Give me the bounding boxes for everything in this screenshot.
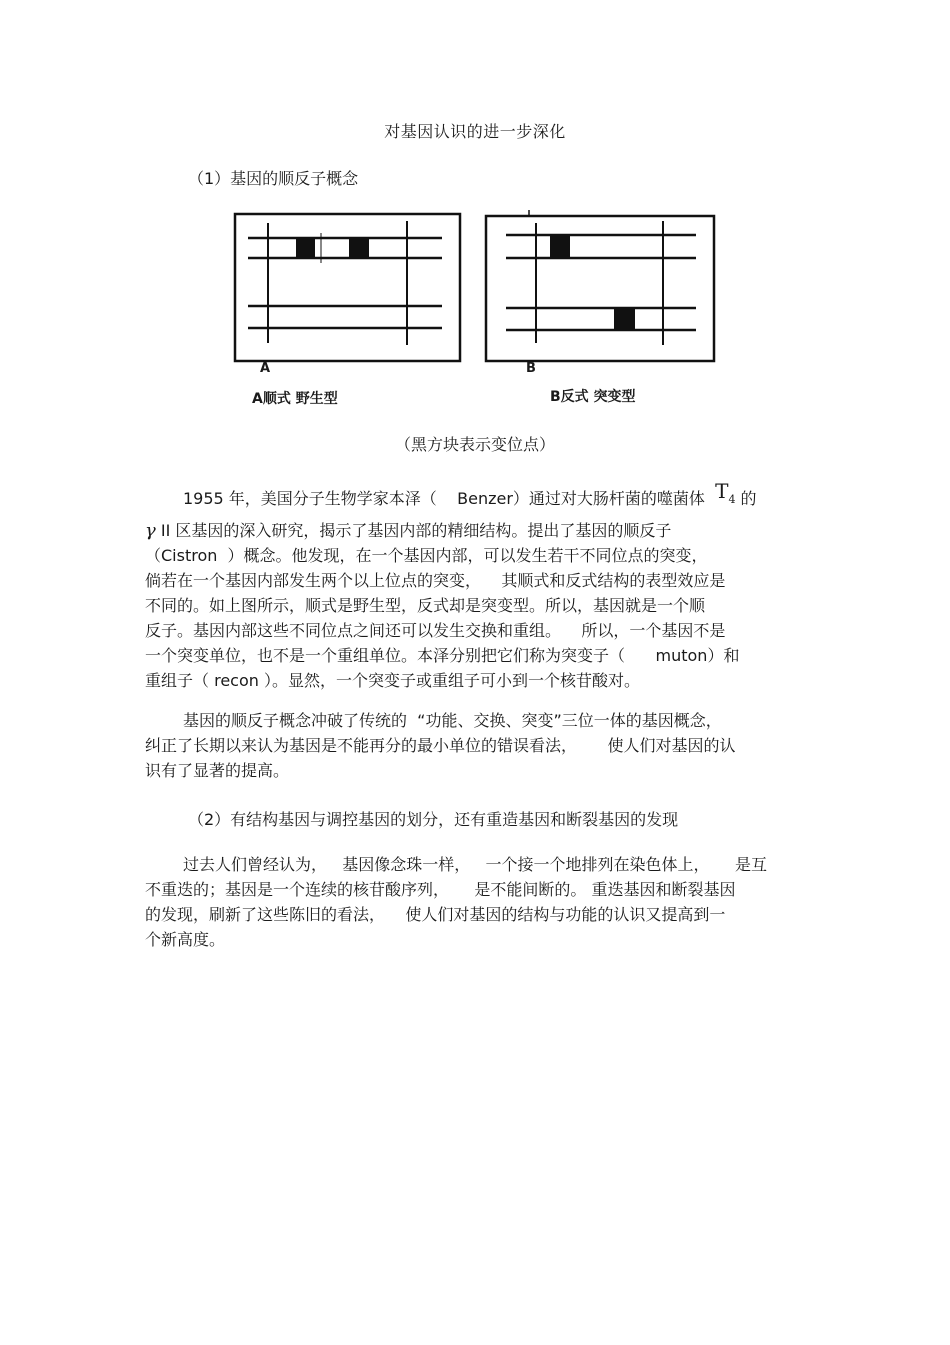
paragraph-1-line-4: 倘若在一个基因内部发生两个以上位点的突变， 其顺式和反式结构的表型效应是 — [145, 571, 726, 590]
t4-base: T — [715, 479, 729, 503]
paragraph-1-line-8: 重组子（ recon ）。显然，一个突变子或重组子可小到一个核苷酸对。 — [145, 671, 640, 690]
t4-phage-symbol — [715, 479, 736, 506]
panel-b-frame — [486, 216, 714, 361]
paragraph-1-line-1-end: 的 — [735, 489, 757, 508]
panel-b-mutation-site-2 — [614, 308, 635, 330]
section-heading-2: （2）有结构基因与调控基因的划分，还有重造基因和断裂基因的发现 — [188, 810, 679, 829]
panel-b-mutation-site-1 — [550, 235, 570, 258]
panel-a-label: A顺式 野生型 — [252, 391, 338, 407]
paragraph-1-line-2-text: II 区基因的深入研究，揭示了基因内部的精细结构。提出了基因的顺反子 — [155, 521, 672, 540]
cis-trans-diagram — [230, 205, 720, 410]
paragraph-2 — [145, 708, 810, 783]
paragraph-1-line-5: 不同的。如上图所示，顺式是野生型，反式却是突变型。所以，基因就是一个顺 — [145, 596, 706, 615]
paragraph-3-line-1: 过去人们曾经认为， 基因像念珠一样， 一个接一个地排列在染色体上， 是互 — [183, 855, 767, 874]
paragraph-3-line-2: 不重迭的；基因是一个连续的核苷酸序列， 是不能间断的。 重迭基因和断裂基因 — [145, 880, 736, 899]
section-heading-1: （1）基因的顺反子概念 — [188, 169, 359, 188]
paragraph-1-line-1 — [145, 479, 810, 518]
cis-trans-figure — [230, 205, 720, 410]
document-title: 对基因认识的进一步深化 — [384, 122, 566, 141]
paragraph-1-line-7: 一个突变单位，也不是一个重组单位。本泽分别把它们称为突变子（ muton）和 — [145, 646, 740, 665]
paragraph-1 — [145, 479, 810, 693]
paragraph-1-line-1-text: 1955 年，美国分子生物学家本泽（ Benzer）通过对大肠杆菌的噬菌体 — [183, 489, 705, 508]
paragraph-2-line-1: 基因的顺反子概念冲破了传统的 “功能、交换、突变”三位一体的基因概念， — [183, 711, 722, 730]
paragraph-1-line-3: （Cistron ）概念。他发现，在一个基因内部，可以发生若干不同位点的突变， — [145, 546, 708, 565]
panel-b-label: B反式 突变型 — [550, 389, 636, 405]
paragraph-3-line-4: 个新高度。 — [145, 930, 226, 949]
paragraph-2-line-2: 纠正了长期以来认为基因是不能再分的最小单位的错误看法， 使人们对基因的认 — [145, 736, 736, 755]
panel-a-mutation-site-2 — [349, 238, 369, 258]
paragraph-1-line-6: 反子。基因内部这些不同位点之间还可以发生交换和重组。 所以，一个基因不是 — [145, 621, 726, 640]
paragraph-1-line-2 — [145, 518, 810, 543]
paragraph-2-line-3: 识有了显著的提高。 — [145, 761, 290, 780]
panel-b-letter: B — [526, 361, 536, 376]
gamma-symbol: γ — [145, 520, 156, 541]
paragraph-3 — [145, 852, 810, 952]
panel-a — [235, 214, 460, 361]
panel-a-letter: A — [260, 361, 271, 376]
t4-subscript: 4 — [728, 493, 736, 506]
paragraph-3-line-3: 的发现，刷新了这些陈旧的看法， 使人们对基因的结构与功能的认识又提高到一 — [145, 905, 726, 924]
figure-caption: （黑方块表示变位点） — [394, 435, 555, 454]
panel-b — [486, 210, 714, 361]
panel-a-mutation-site-1 — [296, 238, 315, 258]
